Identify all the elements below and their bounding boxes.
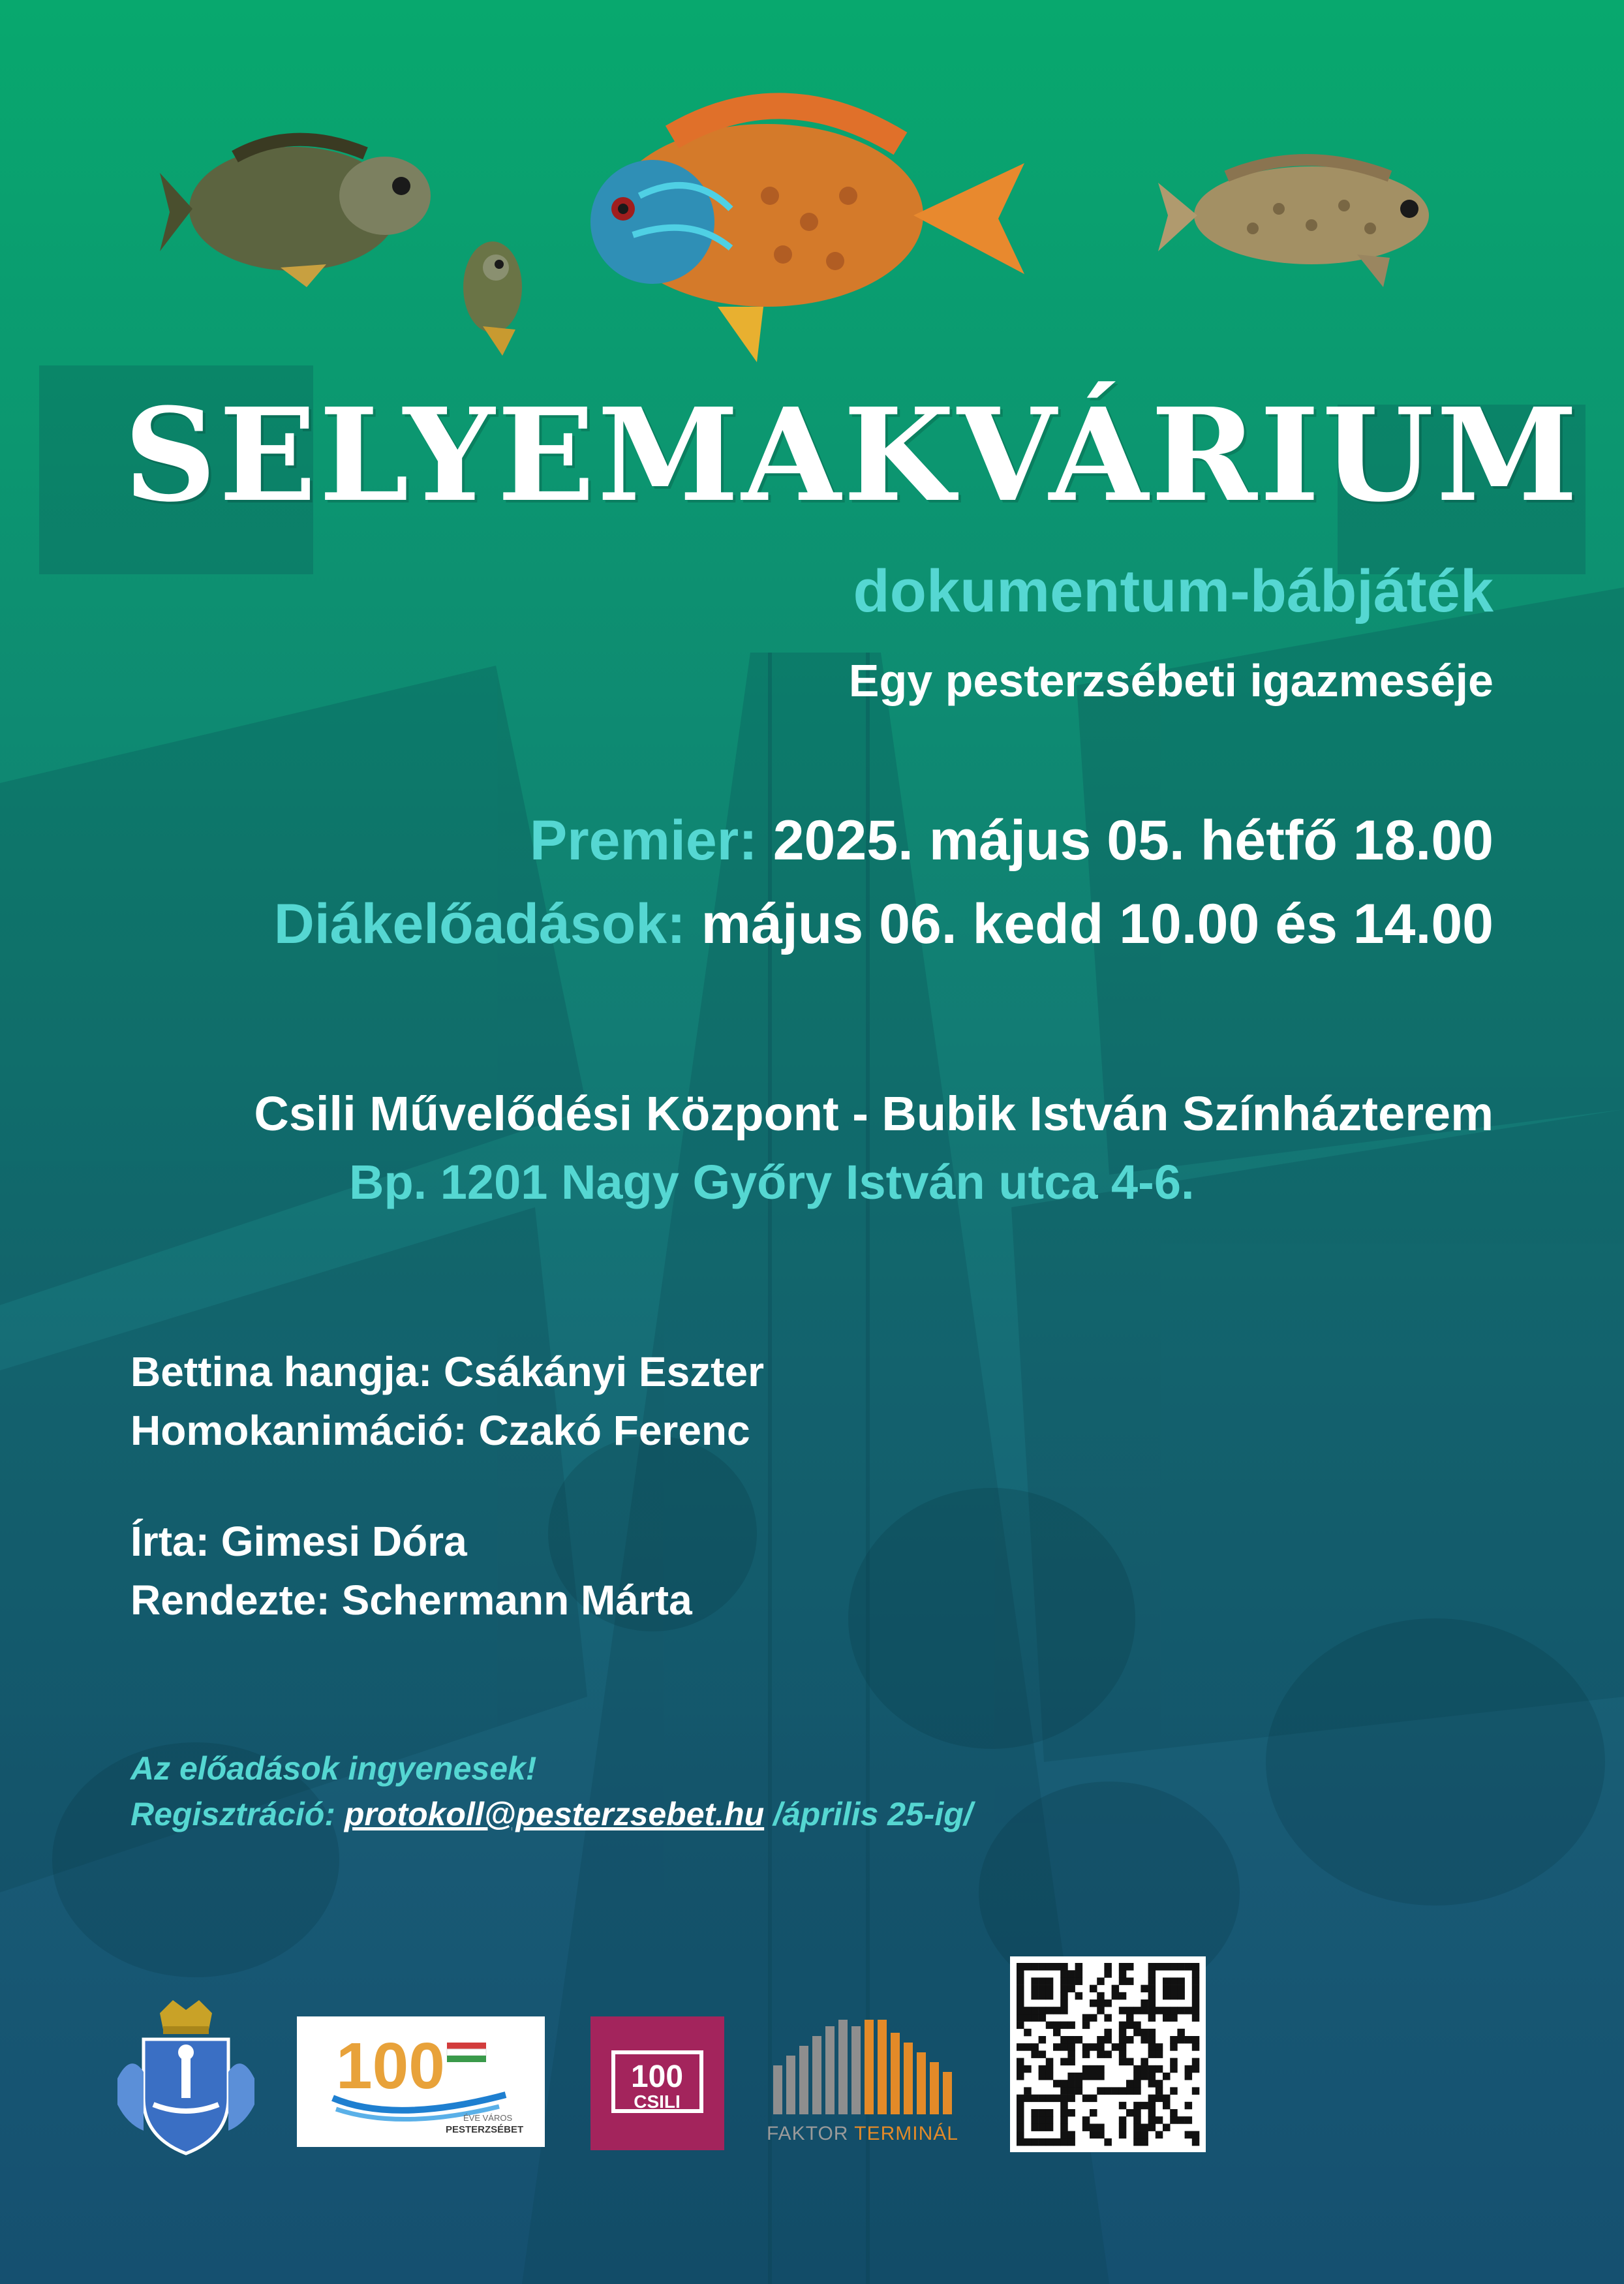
anniversary-number: 100 [336, 2029, 445, 2103]
premier-value: 2025. május 05. hétfő 18.00 [773, 809, 1494, 872]
faktor-word: FAKTOR [767, 2123, 849, 2144]
csili-number: 100 [630, 2060, 684, 2094]
venue-name: Csili Művelődési Központ - Bubik István Színházterem [254, 1087, 1494, 1141]
subtitle: dokumentum-bábjáték [853, 558, 1494, 625]
city-crest-logo [117, 2000, 254, 2157]
student-shows-line [273, 893, 1494, 955]
csili-name: CSILI [634, 2091, 681, 2112]
registration-line [130, 1798, 973, 1830]
faktor-terminal-wordmark [767, 2123, 958, 2145]
sunfish-left [160, 140, 431, 287]
qr-code[interactable] [1010, 1956, 1206, 2152]
credit-sand-animation: Homokanimáció: Czakó Ferenc [130, 1407, 750, 1454]
csili-logo [590, 2016, 724, 2150]
free-admission-note: Az előadások ingyenesek! [130, 1750, 537, 1787]
sunfish-small [463, 241, 522, 356]
registration-email-link[interactable]: protokoll@pesterzsebet.hu [344, 1796, 765, 1832]
title: SELYEMAKVÁRIUM [124, 380, 1581, 531]
venue-address: Bp. 1201 Nagy Győry István utca 4-6. [349, 1155, 1195, 1209]
premier-line [529, 809, 1494, 872]
pygmy-sunfish-right [1158, 160, 1429, 287]
anniversary-caption-1: ÉVE VÁROS [463, 2113, 513, 2123]
registration-deadline: /április 25-ig/ [773, 1796, 973, 1832]
credit-voice: Bettina hangja: Csákányi Eszter [130, 1348, 764, 1395]
faktor-terminal-logo [767, 2013, 962, 2153]
student-shows-value: május 06. kedd 10.00 és 14.00 [701, 893, 1494, 955]
anniversary-caption-2: PESTERZSÉBET [446, 2124, 524, 2135]
credit-writer: Írta: Gimesi Dóra [130, 1518, 467, 1565]
student-shows-label: Diákelőadások: [273, 893, 686, 955]
registration-label: Regisztráció: [130, 1796, 335, 1832]
anniversary-logo [297, 2016, 545, 2147]
fish-illustrations [0, 0, 1624, 392]
tagline: Egy pesterzsébeti igazmeséje [848, 655, 1494, 706]
credit-director: Rendezte: Schermann Márta [130, 1577, 692, 1624]
qr-code-graphic [1010, 1956, 1206, 2152]
pumpkinseed-center [590, 106, 1024, 362]
terminal-word: TERMINÁL [854, 2123, 958, 2144]
premier-label: Premier: [529, 809, 758, 872]
